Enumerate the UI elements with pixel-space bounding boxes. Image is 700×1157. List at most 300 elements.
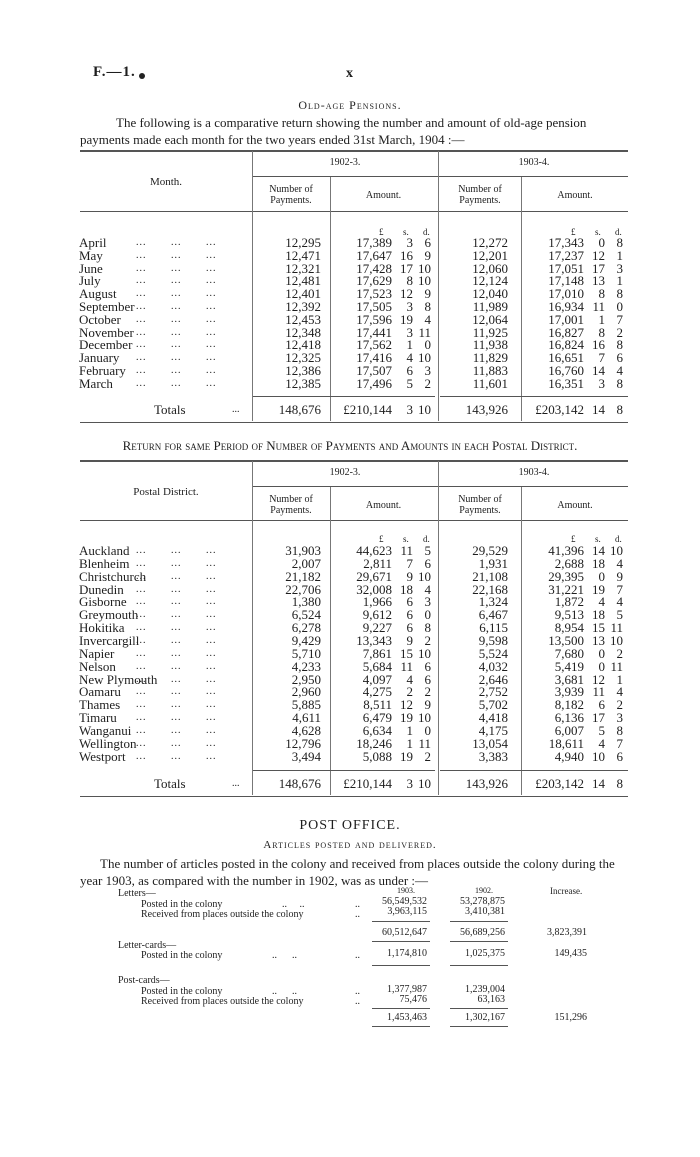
- cell-name: September: [79, 299, 135, 314]
- cell-s2: 17: [592, 260, 605, 276]
- cell-s2: 14: [592, 402, 605, 417]
- cell-l2: 1,872: [554, 594, 584, 610]
- cell-n1: 6,524: [291, 607, 321, 623]
- cell-s1: 5: [406, 375, 413, 391]
- table1-h-number-1: Number of Payments.: [269, 184, 313, 206]
- leader: ..: [355, 950, 360, 961]
- cell-l1: 17,523: [356, 286, 392, 302]
- cell-s1: 3: [406, 402, 413, 417]
- cell-p1: 2: [424, 632, 431, 648]
- cell-p1: 6: [424, 235, 431, 250]
- cell-s1: 6: [406, 363, 413, 378]
- leader: ..: [355, 986, 360, 997]
- cell-name: June: [79, 260, 103, 276]
- table2-h-amount-2: Amount.: [557, 500, 593, 511]
- cell-s2: 18: [592, 555, 605, 571]
- cell-name: March: [79, 375, 113, 391]
- leader: .. ..: [272, 950, 297, 961]
- cell-l1: 8,511: [363, 697, 392, 713]
- leader-dots: ... ... ...: [136, 545, 217, 556]
- table-row: [0, 313, 700, 326]
- cell-n1: 4,628: [291, 722, 321, 738]
- cell-n1: 12,453: [285, 311, 321, 327]
- cell-p1: 2: [424, 684, 431, 700]
- cell-n2: 13,054: [472, 735, 508, 751]
- cell-p1: 8: [424, 620, 431, 636]
- cell-l1: 29,671: [356, 568, 392, 584]
- cell-l2: 17,343: [548, 235, 584, 250]
- leader-dots: ... ... ...: [136, 377, 217, 389]
- leader-dots: ... ... ...: [136, 750, 217, 762]
- cell-n1: 12,796: [285, 735, 321, 751]
- t1-unit-l2: £: [571, 227, 576, 237]
- section-title-post-office: POST OFFICE.: [299, 818, 401, 833]
- cell-s1: 6: [406, 594, 413, 610]
- cell-s2: 16: [592, 337, 605, 353]
- cell-s2: 19: [592, 581, 605, 597]
- cell-s2: 0: [598, 658, 605, 674]
- t2-unit-l2: £: [571, 534, 576, 544]
- cell-l1: 17,389: [356, 235, 392, 250]
- cell-s1: 1: [406, 722, 413, 738]
- page-ref: F.—1.: [93, 64, 136, 80]
- cell-s2: 3: [598, 375, 605, 391]
- leader-dots: ... ... ...: [136, 622, 217, 634]
- cell-l2: 29,395: [548, 568, 584, 584]
- letter-cards-posted-label: Posted in the colony: [141, 950, 223, 961]
- cell-n1: 12,386: [285, 363, 321, 378]
- letters-increase: 3,823,391: [547, 927, 587, 938]
- cell-l2: 6,136: [554, 710, 584, 726]
- cell-n2: 5,524: [478, 645, 508, 661]
- leader-dots: ... ... ...: [136, 313, 217, 325]
- cell-s2: 1: [598, 311, 605, 327]
- cell-s2: 11: [592, 684, 605, 700]
- table1-h-amount-2: Amount.: [557, 190, 593, 201]
- table1-h-amount-1: Amount.: [365, 190, 402, 201]
- cell-l1: 17,647: [356, 247, 392, 263]
- col-1902: 1902.: [475, 886, 493, 895]
- cell-n1: 31,903: [285, 543, 321, 558]
- cell-l1: 17,441: [356, 324, 392, 340]
- leader: .. ..: [272, 986, 297, 997]
- cell-p2: 8: [616, 776, 623, 791]
- pensions-intro: The following is a comparative return showing the number and amount of old-age pension payments made each month for the two years ended 31st March, 1904 :—: [80, 115, 587, 147]
- leader-dots: ... ... ...: [136, 686, 217, 698]
- cell-l2: 16,351: [548, 375, 584, 391]
- cell-a2: £203,142: [535, 776, 584, 791]
- cell-n1: 2,007: [291, 555, 321, 571]
- cell-s2: 5: [598, 722, 605, 738]
- post-cards-posted-1902: 1,239,004: [465, 984, 505, 995]
- cell-n2: 12,060: [472, 260, 508, 276]
- table-row: [0, 724, 700, 737]
- cell-s1: 6: [406, 620, 413, 636]
- cell-l2: 3,939: [554, 684, 584, 700]
- cell-l2: 17,237: [548, 247, 584, 263]
- table2-col-label: Postal District.: [133, 486, 199, 498]
- leader-dots: ... ... ...: [136, 609, 217, 621]
- cell-s2: 12: [592, 671, 605, 687]
- table-row: [0, 634, 700, 647]
- t1-unit-s2: s.: [595, 227, 601, 237]
- leader-dots: ... ... ...: [136, 288, 217, 300]
- t2-unit-s1: s.: [403, 534, 409, 544]
- t1-unit-d1: d.: [423, 227, 430, 237]
- cell-s1: 11: [400, 658, 413, 674]
- cell-name: Hokitika: [79, 620, 125, 636]
- cell-n2: 4,418: [478, 710, 508, 726]
- cell-l1: 17,596: [356, 311, 392, 327]
- cell-n2: 12,272: [472, 235, 508, 250]
- cell-l2: 2,688: [554, 555, 584, 571]
- cell-l2: 31,221: [548, 581, 584, 597]
- cell-p1: 10: [418, 645, 431, 661]
- cell-s1: 1: [406, 337, 413, 353]
- cell-p1: 6: [424, 671, 431, 687]
- return-title: Return for same Period of Number of Payments and Amounts in each Postal District.: [122, 438, 578, 453]
- post-cards-label: Post-cards—: [118, 975, 170, 986]
- cell-name: New Plymouth: [79, 671, 158, 687]
- cell-l2: 16,760: [548, 363, 584, 378]
- cell-s2: 8: [598, 286, 605, 302]
- cell-n1: 21,182: [285, 568, 321, 584]
- table2-h-amount-1: Amount.: [365, 500, 402, 511]
- cell-s2: 0: [598, 568, 605, 584]
- leader-dots: ... ... ...: [136, 557, 217, 569]
- cell-l1: 17,629: [356, 273, 392, 289]
- cell-name: Timaru: [79, 710, 117, 726]
- t1-unit-s1: s.: [403, 227, 409, 237]
- cell-n1: 12,385: [285, 375, 321, 391]
- cell-s2: 11: [592, 299, 605, 314]
- post-cards-received-1902: 63,163: [477, 994, 505, 1005]
- cell-p1: 11: [418, 735, 431, 751]
- post-office-subtitle: Articles posted and delivered.: [263, 839, 437, 851]
- cell-s2: 4: [598, 594, 605, 610]
- cell-p1: 6: [424, 658, 431, 674]
- cell-l1: 18,246: [356, 735, 392, 751]
- cell-n1: 1,380: [291, 594, 321, 610]
- leader-dots: ... ... ...: [136, 596, 217, 608]
- cell-l2: 8,954: [554, 620, 584, 636]
- cell-p2: 6: [616, 748, 623, 764]
- cell-p1: 3: [424, 363, 431, 378]
- cell-p2: 2: [616, 697, 623, 713]
- cell-name: Christchurch: [79, 568, 147, 584]
- cell-p2: 1: [616, 273, 623, 289]
- cell-l1: 6,479: [362, 710, 392, 726]
- cell-s1: 19: [400, 748, 413, 764]
- leader-dots: ... ... ...: [136, 301, 217, 312]
- cell-n2: 143,926: [465, 402, 508, 417]
- cell-p2: 4: [616, 594, 623, 610]
- leader-dots: ... ... ...: [136, 339, 217, 351]
- cell-n1: 12,418: [285, 337, 321, 353]
- cell-p2: 6: [616, 350, 623, 366]
- cell-l1: 17,428: [356, 260, 392, 276]
- cell-l1: 7,861: [362, 645, 392, 661]
- table1-year1: 1902-3.: [329, 157, 361, 168]
- cell-a1: £210,144: [343, 776, 392, 791]
- cell-n2: 11,829: [472, 350, 508, 366]
- cell-s2: 12: [592, 247, 605, 263]
- cell-s2: 0: [598, 235, 605, 250]
- cell-n2: 1,324: [478, 594, 508, 610]
- cell-s1: 11: [400, 543, 413, 558]
- letters-label: Letters—: [118, 888, 156, 899]
- leader-dots: ... ... ...: [136, 724, 217, 736]
- table2-year2: 1903-4.: [518, 467, 550, 478]
- cell-name: Wanganui: [79, 722, 132, 738]
- cell-n1: 9,429: [291, 632, 321, 648]
- leader-dots: ... ... ...: [136, 583, 217, 595]
- cell-n1: 5,710: [291, 645, 321, 661]
- cell-n1: 12,481: [285, 273, 321, 289]
- cell-p2: 8: [616, 235, 623, 250]
- cell-s1: 3: [406, 324, 413, 340]
- cell-n1: 12,348: [285, 324, 321, 340]
- letters-received-1902: 3,410,381: [465, 906, 505, 917]
- cell-l1: 17,416: [356, 350, 392, 366]
- cell-l1: 5,088: [362, 748, 392, 764]
- cell-p1: 9: [424, 697, 431, 713]
- table2-h-number-1: Number of Payments.: [269, 494, 313, 516]
- t2-unit-l1: £: [379, 534, 384, 544]
- cell-p2: 0: [616, 299, 623, 314]
- cell-p2: 9: [616, 568, 623, 584]
- cell-p2: 3: [616, 710, 623, 726]
- letter-cards-label: Letter-cards—: [118, 940, 177, 951]
- table-row: [0, 737, 700, 750]
- cell-s1: 3: [406, 776, 413, 791]
- cell-l2: 8,182: [554, 697, 584, 713]
- cell-name: October: [79, 311, 121, 327]
- cell-s2: 15: [592, 620, 605, 636]
- cell-p2: 2: [616, 645, 623, 661]
- cell-l2: 13,500: [548, 632, 584, 648]
- post-cards-posted-1903: 1,377,987: [387, 984, 427, 995]
- leader-dots: ... ... ...: [136, 365, 217, 376]
- cell-p2: 8: [616, 722, 623, 738]
- cell-a2: £203,142: [535, 402, 584, 417]
- cell-s1: 8: [406, 273, 413, 289]
- leader-dots: ... ... ...: [136, 275, 217, 287]
- cell-s2: 18: [592, 607, 605, 623]
- cell-l2: 7,680: [554, 645, 584, 661]
- cell-l1: 17,496: [356, 375, 392, 391]
- letters-posted-1902: 53,278,875: [460, 896, 505, 907]
- leader: ..: [355, 996, 360, 1007]
- post-cards-total-1903: 1,453,463: [387, 1012, 427, 1023]
- cell-s1: 4: [406, 350, 413, 366]
- cell-n2: 6,467: [478, 607, 508, 623]
- cell-n1: 4,233: [291, 658, 321, 674]
- letter-cards-posted-1903: 1,174,810: [387, 948, 427, 959]
- post-cards-received-label: Received from places outside the colony: [141, 996, 304, 1007]
- cell-n2: 21,108: [472, 568, 508, 584]
- cell-s2: 14: [592, 776, 605, 791]
- cell-s2: 17: [592, 710, 605, 726]
- cell-n2: 3,383: [478, 748, 508, 764]
- table-row: [0, 660, 700, 673]
- cell-l1: 17,507: [356, 363, 392, 378]
- cell-name: February: [79, 363, 126, 378]
- cell-p1: 10: [418, 260, 431, 276]
- table-row: [0, 570, 700, 583]
- cell-p1: 3: [424, 594, 431, 610]
- leader-dots: ... ... ...: [136, 237, 217, 248]
- cell-l2: 17,010: [548, 286, 584, 302]
- leader-dots: ... ... ...: [136, 352, 217, 364]
- leader-dots: ...: [232, 404, 240, 415]
- cell-s2: 13: [592, 273, 605, 289]
- cell-p1: 10: [418, 350, 431, 366]
- cell-p1: 0: [424, 337, 431, 353]
- cell-l1: 32,008: [356, 581, 392, 597]
- cell-p1: 10: [418, 568, 431, 584]
- table-row: [0, 557, 700, 570]
- cell-n2: 22,168: [472, 581, 508, 597]
- totals-row: [0, 777, 700, 790]
- cell-s2: 7: [598, 350, 605, 366]
- cell-p2: 11: [610, 620, 623, 636]
- cell-l1: 4,275: [362, 684, 392, 700]
- post-cards-received-1903: 75,476: [399, 994, 427, 1005]
- leader-dots: ... ... ...: [136, 570, 217, 582]
- cell-s1: 4: [406, 671, 413, 687]
- t1-unit-d2: d.: [615, 227, 622, 237]
- table-row: [0, 249, 700, 262]
- leader-dots: ... ... ...: [136, 647, 217, 659]
- cell-n2: 12,124: [472, 273, 508, 289]
- cell-l2: 16,824: [548, 337, 584, 353]
- cell-n2: 4,175: [478, 722, 508, 738]
- t2-unit-d1: d.: [423, 534, 430, 544]
- leader-dots: ... ... ...: [136, 737, 217, 749]
- cell-s1: 18: [400, 581, 413, 597]
- cell-n1: 12,321: [285, 260, 321, 276]
- cell-s1: 16: [400, 247, 413, 263]
- leader: .. ..: [282, 899, 305, 910]
- cell-p2: 8: [616, 337, 623, 353]
- cell-p1: 2: [424, 748, 431, 764]
- letters-total-1903: 60,512,647: [382, 927, 427, 938]
- cell-n2: 143,926: [465, 776, 508, 791]
- col-1903: 1903.: [397, 886, 415, 895]
- cell-p1: 10: [418, 776, 431, 791]
- cell-s1: 6: [406, 607, 413, 623]
- cell-l2: 3,681: [554, 671, 584, 687]
- totals-row: [0, 403, 700, 416]
- cell-n1: 6,278: [291, 620, 321, 636]
- cell-p1: 0: [424, 607, 431, 623]
- table1-year2: 1903-4.: [518, 157, 550, 168]
- cell-n1: 2,960: [291, 684, 321, 700]
- cell-l2: 6,007: [554, 722, 584, 738]
- cell-p2: 3: [616, 260, 623, 276]
- cell-p1: 11: [418, 324, 431, 340]
- cell-p2: 7: [616, 311, 623, 327]
- cell-l1: 6,634: [362, 722, 392, 738]
- leader-dots: ... ... ...: [136, 699, 217, 711]
- cell-p1: 10: [418, 273, 431, 289]
- cell-p2: 4: [616, 684, 623, 700]
- cell-l2: 16,651: [548, 350, 584, 366]
- cell-n1: 12,401: [285, 286, 321, 302]
- cell-p2: 7: [616, 735, 623, 751]
- cell-n2: 11,601: [472, 375, 508, 391]
- table-row: [0, 750, 700, 763]
- leader-dots: ... ... ...: [136, 673, 217, 685]
- cell-s1: 2: [406, 684, 413, 700]
- letters-received-label: Received from places outside the colony: [141, 909, 304, 920]
- cell-n2: 1,931: [478, 555, 508, 571]
- cell-name: Oamaru: [79, 684, 121, 700]
- cell-p1: 10: [418, 710, 431, 726]
- t1-unit-l1: £: [379, 227, 384, 237]
- cell-n1: 12,471: [285, 247, 321, 263]
- ink-dot: [139, 73, 145, 79]
- letter-cards-increase: 149,435: [554, 948, 587, 959]
- cell-l2: 17,001: [548, 311, 584, 327]
- cell-p1: 8: [424, 299, 431, 314]
- cell-s2: 4: [598, 735, 605, 751]
- cell-p1: 4: [424, 581, 431, 597]
- page-number: x: [346, 66, 353, 81]
- cell-name: Nelson: [79, 658, 116, 674]
- cell-l2: 18,611: [548, 735, 584, 751]
- cell-l1: 9,227: [362, 620, 392, 636]
- cell-s1: 3: [406, 235, 413, 250]
- cell-l2: 16,827: [548, 324, 584, 340]
- leader-dots: ... ... ...: [136, 712, 217, 724]
- cell-name: Thames: [79, 697, 121, 713]
- leader-dots: ... ... ...: [136, 249, 217, 261]
- cell-a1: £210,144: [343, 402, 392, 417]
- post-cards-posted-label: Posted in the colony: [141, 986, 223, 997]
- leader-dots: ...: [232, 778, 240, 789]
- cell-name: May: [79, 247, 103, 263]
- table2-year1: 1902-3.: [329, 467, 361, 478]
- cell-p2: 1: [616, 247, 623, 263]
- cell-s1: 9: [406, 632, 413, 648]
- table2-h-number-2: Number of Payments.: [458, 494, 502, 516]
- cell-n1: 12,295: [285, 235, 321, 250]
- cell-s1: 19: [400, 311, 413, 327]
- cell-p1: 6: [424, 555, 431, 571]
- cell-n1: 148,676: [278, 402, 321, 417]
- cell-s2: 14: [592, 363, 605, 378]
- table-row: [0, 647, 700, 660]
- letters-posted-label: Posted in the colony: [141, 899, 223, 910]
- cell-p1: 4: [424, 311, 431, 327]
- cell-p2: 2: [616, 324, 623, 340]
- cell-p1: 10: [418, 402, 431, 417]
- letters-posted-1903: 56,549,532: [382, 896, 427, 907]
- cell-l1: 5,684: [362, 658, 392, 674]
- cell-n1: 12,325: [285, 350, 321, 366]
- cell-n2: 12,040: [472, 286, 508, 302]
- cell-n2: 11,883: [472, 363, 508, 378]
- cell-name: Westport: [79, 748, 126, 764]
- cell-p2: 7: [616, 581, 623, 597]
- cell-s1: 3: [406, 299, 413, 314]
- cell-name: Greymouth: [79, 607, 139, 623]
- cell-l1: 9,612: [362, 607, 392, 623]
- cell-l1: 2,811: [363, 555, 392, 571]
- cell-n1: 5,885: [291, 697, 321, 713]
